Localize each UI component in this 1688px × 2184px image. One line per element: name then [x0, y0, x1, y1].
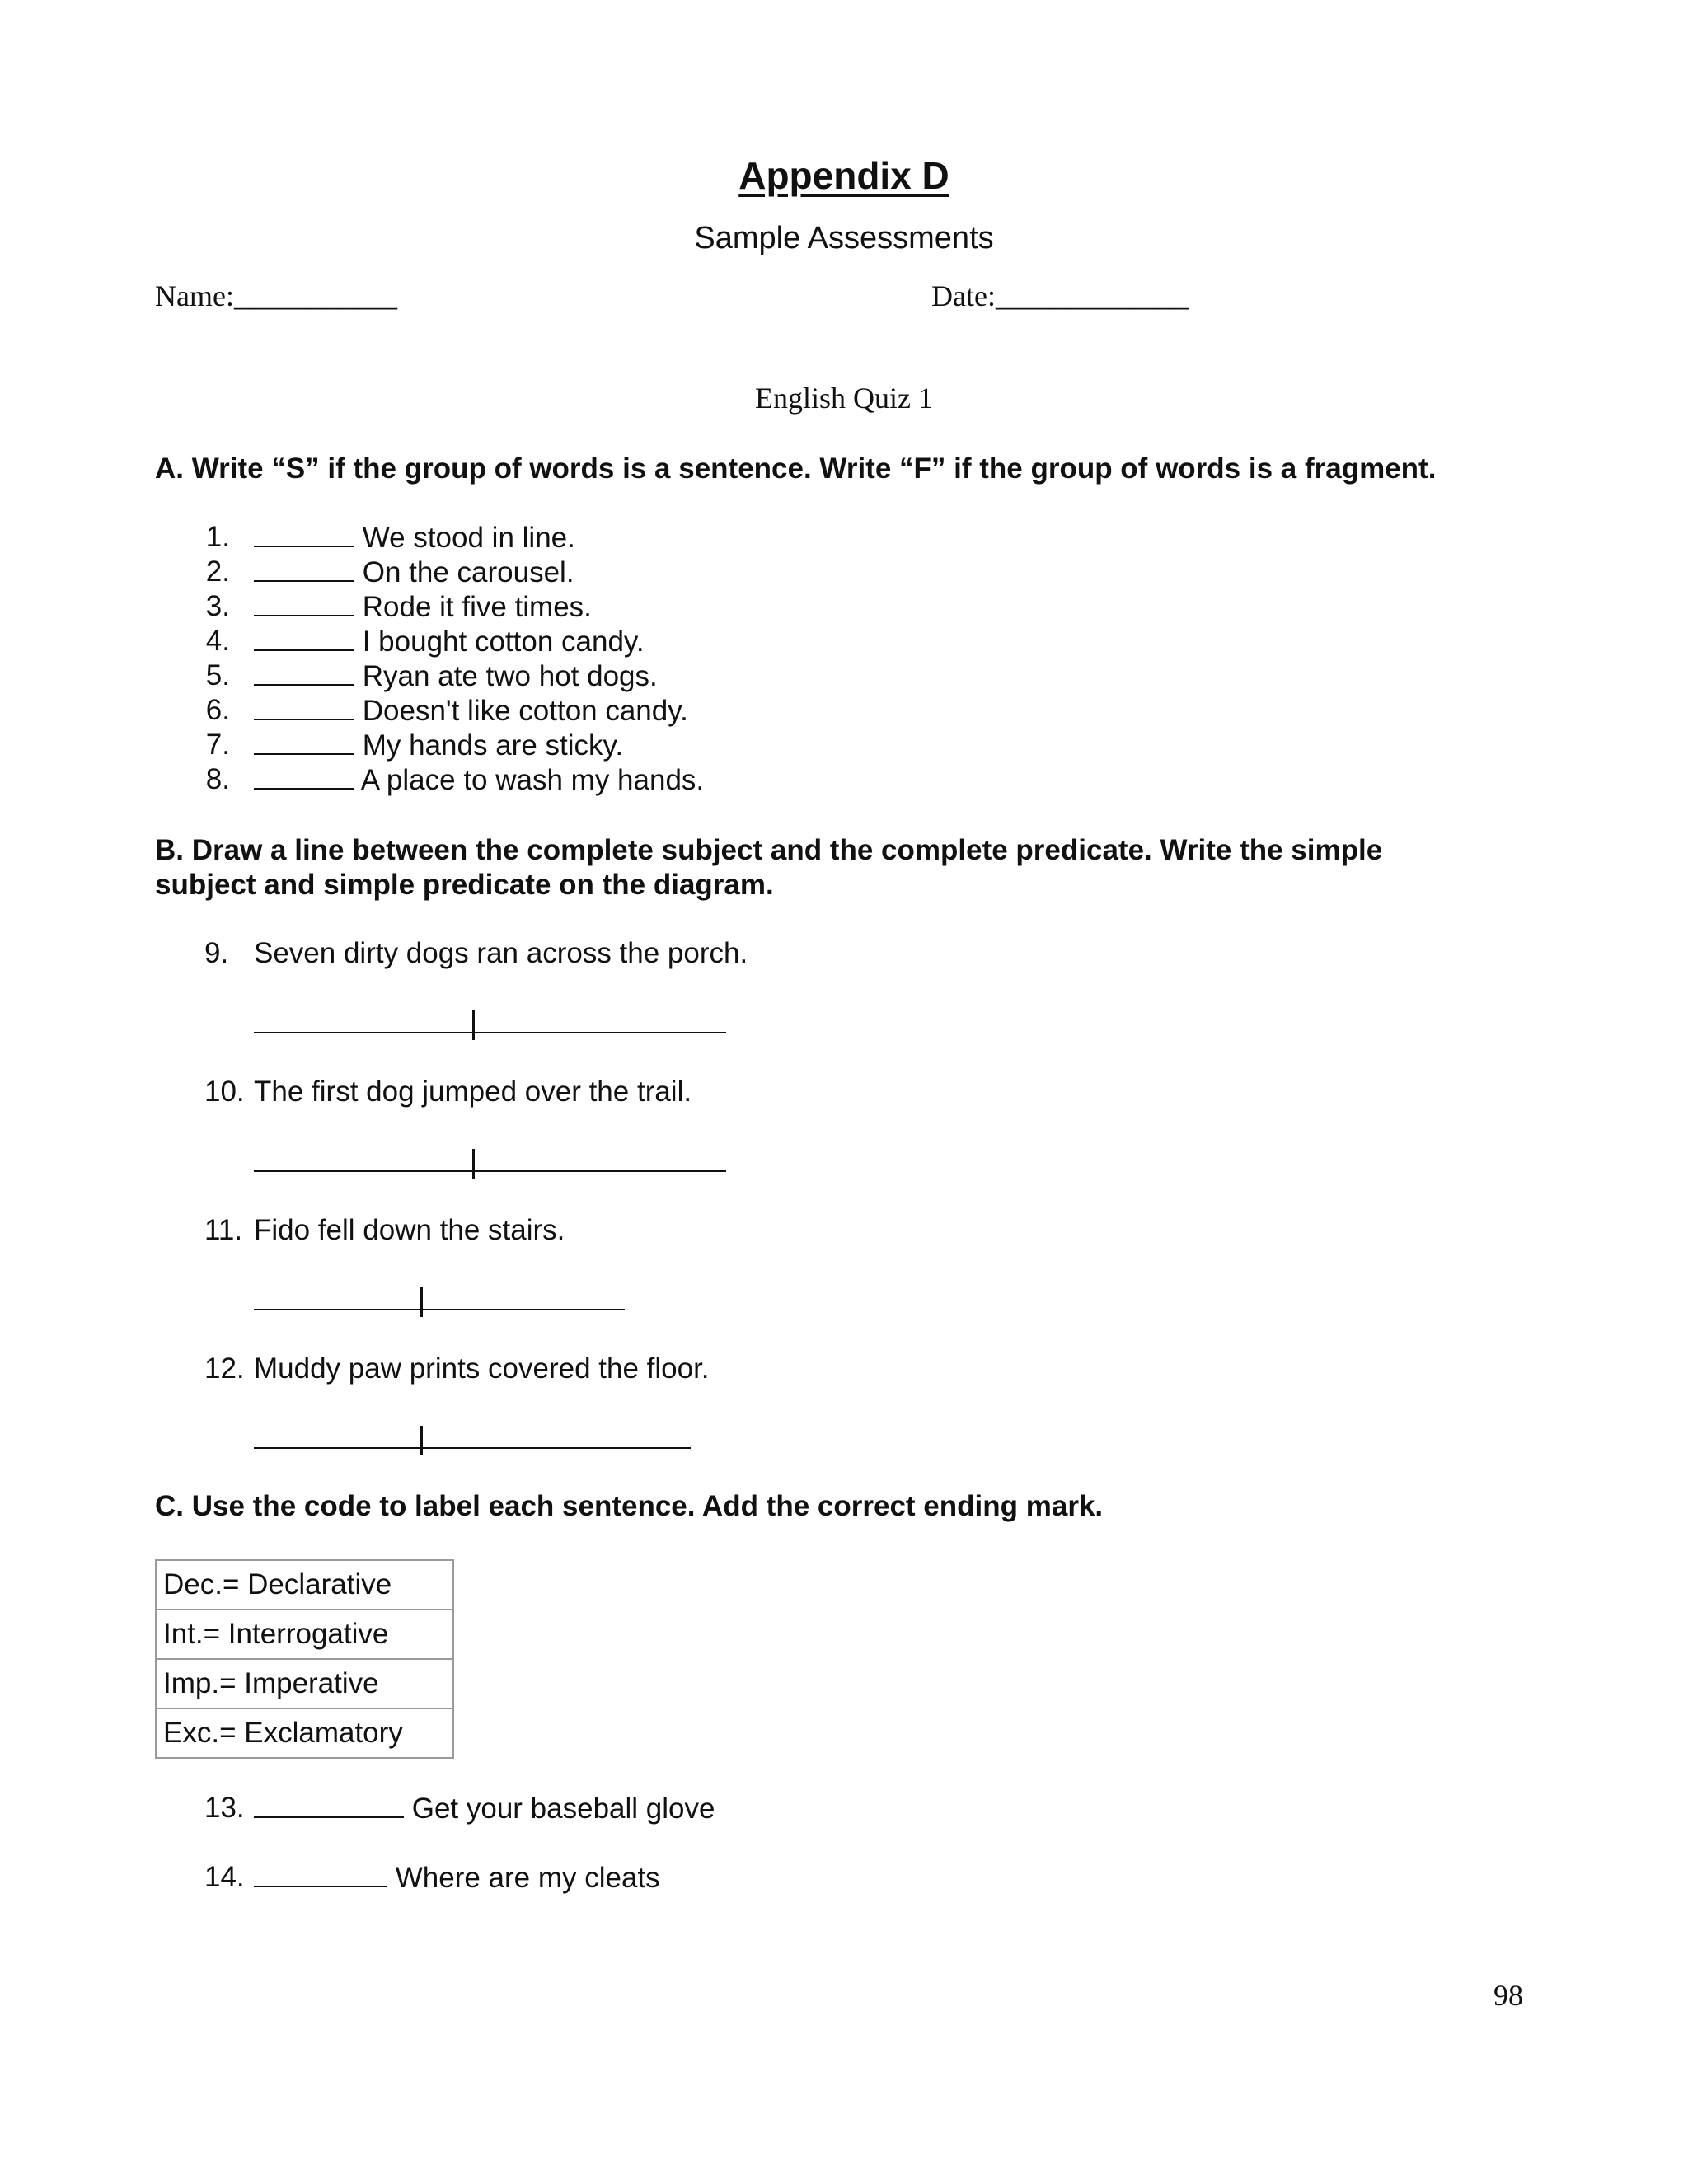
code-cell: Imp.= Imperative — [156, 1659, 453, 1708]
predicate-blank — [423, 1422, 691, 1449]
page-number: 98 — [1493, 1979, 1523, 2012]
answer-blank — [254, 659, 354, 686]
predicate-blank — [423, 1284, 625, 1310]
diagram-line — [254, 1007, 726, 1038]
item-text: On the carousel. — [362, 556, 574, 588]
table-row — [156, 1610, 453, 1659]
page-subtitle: Sample Assessments — [694, 221, 994, 255]
item-text: My hands are sticky. — [362, 729, 624, 762]
item-number: 6. — [205, 694, 230, 726]
subject-blank — [254, 1422, 420, 1449]
answer-blank — [254, 1792, 404, 1818]
item-number: 10. — [204, 1076, 245, 1108]
subject-blank — [254, 1146, 472, 1172]
code-cell: Int.= Interrogative — [156, 1610, 453, 1659]
item-number: 8. — [205, 763, 230, 795]
item-number: 3. — [205, 590, 230, 622]
name-field-label: Name:___________ — [155, 279, 397, 312]
subject-blank — [254, 1284, 420, 1310]
answer-blank — [254, 694, 354, 720]
item-text: Rode it five times. — [362, 591, 592, 623]
quiz-title: English Quiz 1 — [755, 382, 933, 415]
item-text: Muddy paw prints covered the floor. — [254, 1352, 710, 1385]
code-table — [155, 1559, 454, 1759]
item-number: 5. — [205, 659, 230, 691]
page-title: Appendix D — [738, 154, 950, 197]
item-text: Where are my cleats — [395, 1862, 660, 1894]
answer-blank — [254, 763, 354, 790]
item-number: 9. — [204, 937, 229, 969]
item-number: 13. — [204, 1792, 245, 1824]
date-field-label: Date:_____________ — [931, 279, 1189, 312]
item-text: Fido fell down the stairs. — [254, 1214, 565, 1246]
answer-blank — [254, 555, 354, 582]
table-row — [156, 1708, 453, 1758]
diagram-line — [254, 1422, 691, 1453]
item-text: A place to wash my hands. — [360, 764, 705, 796]
section-c-heading: C. Use the code to label each sentence. Add the correct ending mark. — [155, 1490, 1104, 1522]
section-b-heading-continued: subject and simple predicate on the diagram. — [155, 869, 774, 901]
item-text: The first dog jumped over the trail. — [254, 1076, 692, 1108]
answer-blank — [254, 590, 354, 616]
table-row — [156, 1659, 453, 1708]
item-text: Ryan ate two hot dogs. — [362, 660, 658, 692]
table-row — [156, 1560, 453, 1610]
predicate-blank — [475, 1146, 726, 1172]
answer-blank — [254, 521, 354, 547]
item-text: I bought cotton candy. — [362, 626, 645, 658]
item-number: 4. — [205, 625, 230, 657]
section-b-heading: B. Draw a line between the complete subject and the complete predicate. Write the simple — [155, 834, 1383, 866]
item-text: Get your baseball glove — [411, 1793, 715, 1825]
diagram-line — [254, 1146, 726, 1176]
item-text: Seven dirty dogs ran across the porch. — [254, 937, 748, 969]
code-cell: Dec.= Declarative — [156, 1560, 453, 1610]
answer-blank — [254, 729, 354, 755]
item-number: 1. — [205, 521, 230, 553]
item-text: We stood in line. — [362, 522, 575, 554]
predicate-blank — [475, 1007, 726, 1033]
item-number: 11. — [204, 1214, 243, 1246]
answer-blank — [254, 1861, 387, 1887]
item-number: 12. — [204, 1352, 245, 1385]
answer-blank — [254, 625, 354, 651]
item-number: 2. — [205, 555, 230, 588]
subject-blank — [254, 1007, 472, 1033]
item-number: 7. — [205, 729, 230, 761]
item-text: Doesn't like cotton candy. — [362, 695, 688, 727]
diagram-line — [254, 1284, 625, 1315]
code-cell: Exc.= Exclamatory — [156, 1708, 453, 1758]
section-a-heading: A. Write “S” if the group of words is a sentence. Write “F” if the group of words is a fragment. — [155, 452, 1437, 485]
item-number: 14. — [204, 1861, 245, 1893]
